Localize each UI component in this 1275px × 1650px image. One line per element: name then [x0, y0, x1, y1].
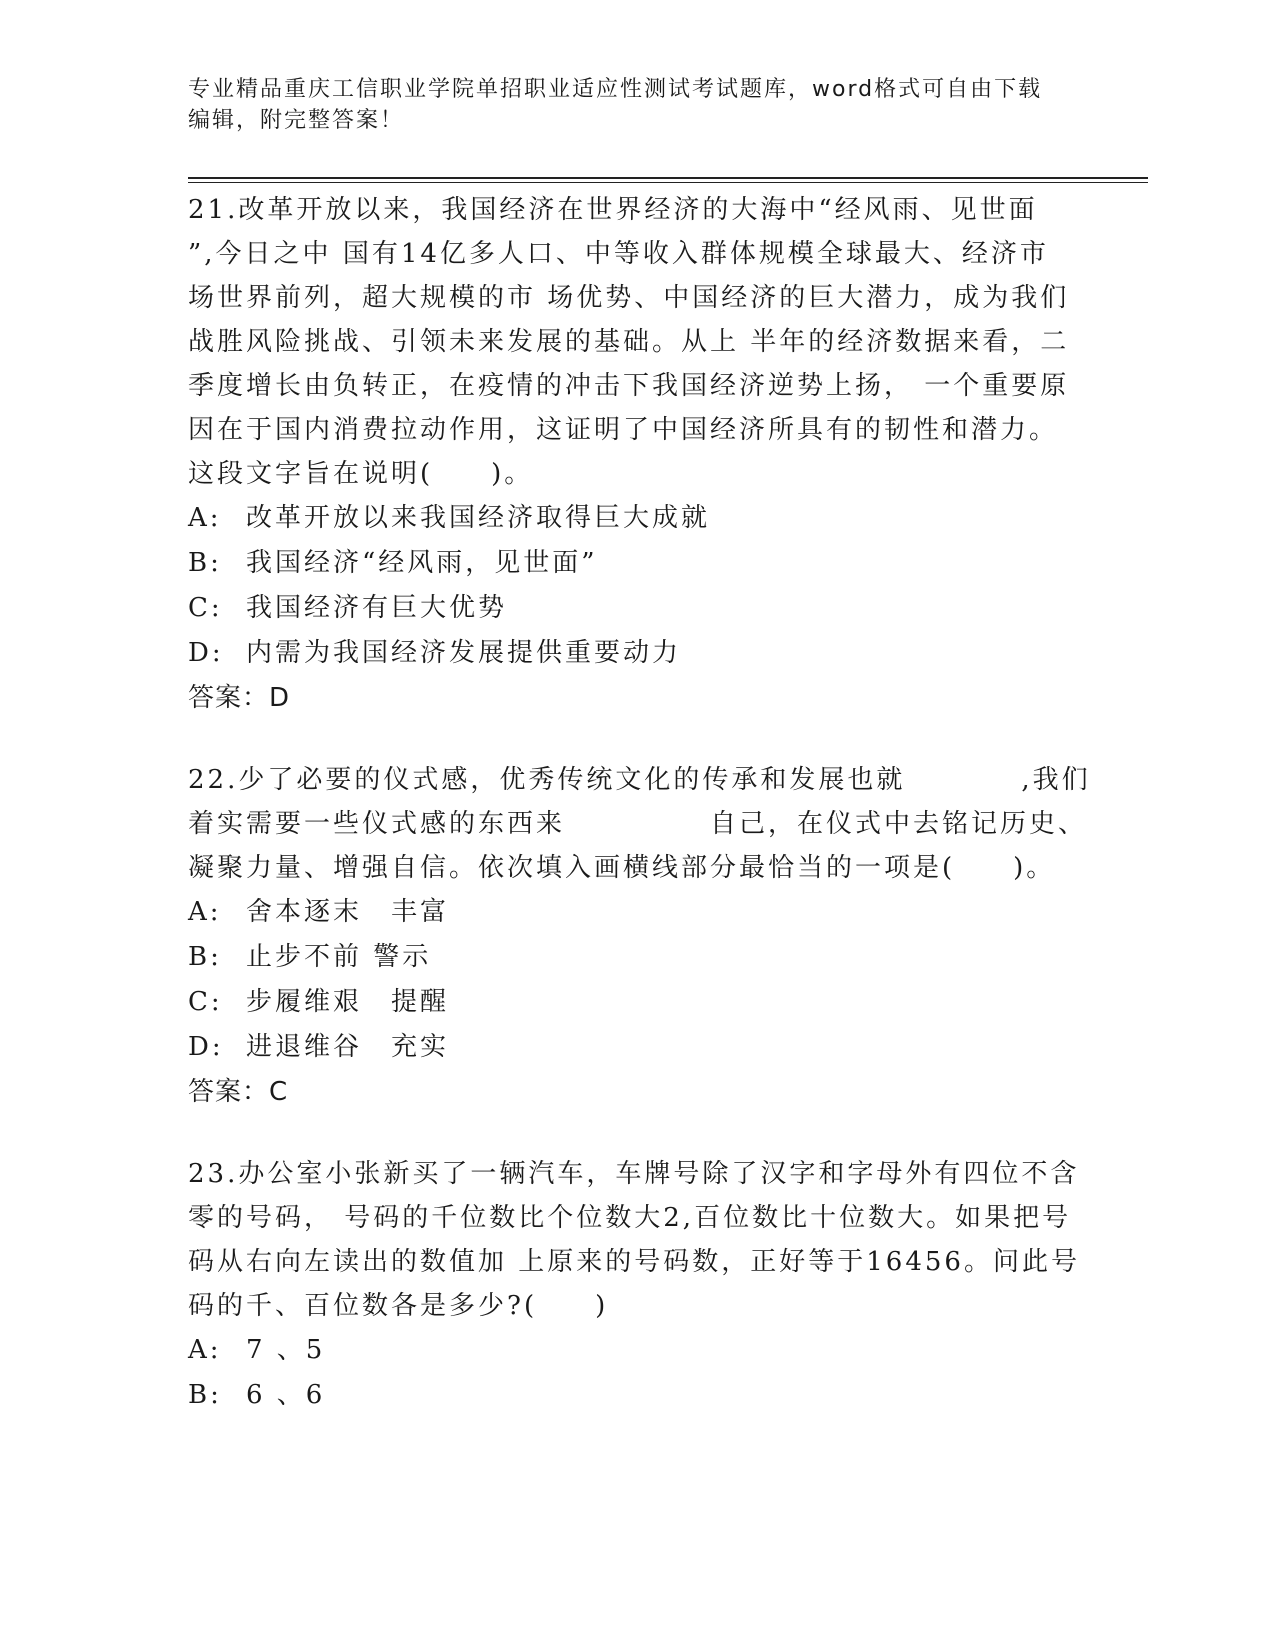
question-23: [188, 1152, 1078, 1418]
question-21: [188, 188, 1078, 721]
option-text: 进退维谷 充实: [246, 1032, 450, 1062]
document-header: [188, 74, 1068, 136]
question-text-line: 着实需要一些仪式感的东西来 自己，在仪式中去铭记历史、: [188, 809, 1088, 839]
question-text-line: ”,今日之中 国有14亿多人口、中等收入群体规模全球最大、经济市: [188, 239, 1049, 269]
question-text-line: 因在于国内消费拉动作用，这证明了中国经济所具有的韧性和潜力。: [188, 415, 1059, 445]
header-divider: [188, 177, 1148, 179]
option-a: [188, 890, 1078, 935]
question-text-line: 季度增长由负转正，在疫情的冲击下我国经济逆势上扬， 一个重要原: [188, 371, 1070, 401]
option-b: [188, 935, 1078, 980]
answer-line: 答案：D: [188, 683, 291, 713]
option-c: [188, 586, 1078, 631]
option-text: 我国经济“经风雨，见世面”: [246, 548, 598, 578]
question-text-line: 码从右向左读出的数值加 上原来的号码数，正好等于16456。问此号: [188, 1247, 1080, 1277]
option-text: 7 、5: [246, 1335, 326, 1365]
option-text: 舍本逐末 丰富: [246, 897, 450, 927]
option-d: [188, 1025, 1078, 1070]
option-b: [188, 541, 1078, 586]
question-text-line: 战胜风险挑战、引领未来发展的基础。从上 半年的经济数据来看，二: [188, 327, 1070, 357]
option-a: [188, 1328, 1078, 1373]
option-text: 内需为我国经济发展提供重要动力: [246, 638, 682, 668]
option-letter: B:: [188, 1380, 222, 1410]
option-d: [188, 631, 1078, 676]
question-22: [188, 758, 1091, 1115]
option-a: [188, 496, 1078, 541]
option-text: 6 、6: [246, 1380, 326, 1410]
option-letter: A:: [188, 503, 222, 533]
option-letter: B:: [188, 942, 222, 972]
option-letter: A:: [188, 897, 222, 927]
option-letter: D:: [188, 638, 224, 668]
question-text-line: 这段文字旨在说明( )。: [188, 459, 534, 489]
option-letter: C:: [188, 593, 223, 623]
option-text: 止步不前 警示: [246, 942, 432, 972]
question-text-line: 码的千、百位数各是多少?( ): [188, 1291, 609, 1321]
question-text-line: 21.改革开放以来，我国经济在世界经济的大海中“经风雨、见世面: [188, 195, 1038, 225]
option-letter: A:: [188, 1335, 222, 1365]
option-text: 改革开放以来我国经济取得巨大成就: [246, 503, 711, 533]
question-text-line: 凝聚力量、增强自信。依次填入画横线部分最恰当的一项是( )。: [188, 853, 1056, 883]
option-c: [188, 980, 1078, 1025]
option-letter: C:: [188, 987, 223, 1017]
option-text: 我国经济有巨大优势: [246, 593, 508, 623]
option-text: 步履维艰 提醒: [246, 987, 450, 1017]
header-line: 专业精品重庆工信职业学院单招职业适应性测试考试题库，word格式可自由下载: [188, 77, 1043, 102]
question-list: [188, 188, 1091, 1455]
header-divider-thin: [188, 182, 1148, 183]
question-text-line: 零的号码， 号码的千位数比个位数大2,百位数比十位数大。如果把号: [188, 1203, 1072, 1233]
option-b: [188, 1373, 1078, 1418]
header-line: 编辑，附完整答案！: [188, 108, 405, 133]
question-text-line: 场世界前列，超大规模的市 场优势、中国经济的巨大潜力，成为我们: [188, 283, 1070, 313]
option-letter: D:: [188, 1032, 224, 1062]
question-text-line: 23.办公室小张新买了一辆汽车，车牌号除了汉字和字母外有四位不含: [188, 1159, 1080, 1189]
answer-line: 答案：C: [188, 1077, 289, 1107]
option-letter: B:: [188, 548, 222, 578]
question-text-line: 22.少了必要的仪式感，优秀传统文化的传承和发展也就 ,我们: [188, 765, 1091, 795]
